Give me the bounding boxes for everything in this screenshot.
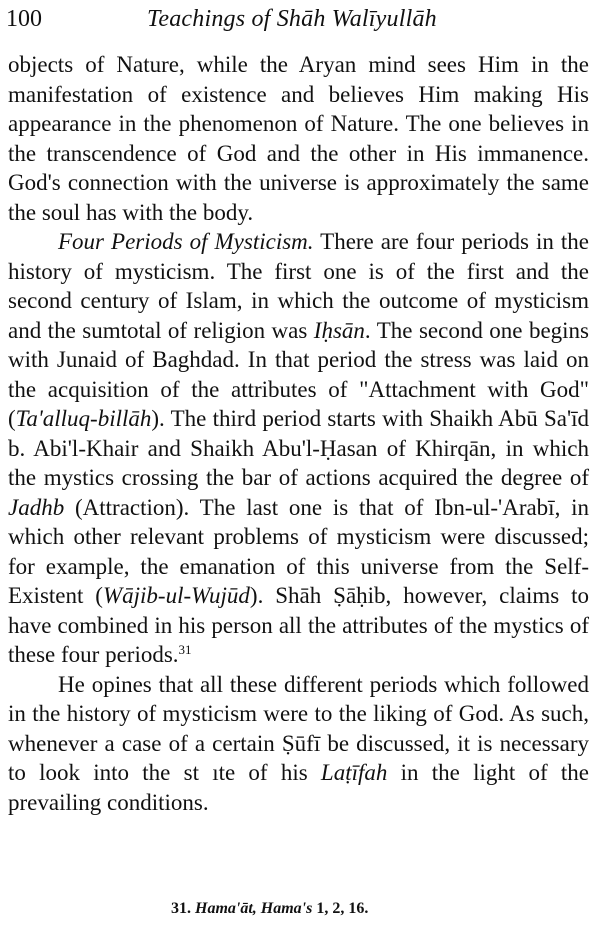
page-header xyxy=(6,2,592,36)
paragraph-continuation: objects of Nature, while the Aryan mind sees Him in the manifestation of existence and believes Him making His appearance in the phenomenon of Nature. The one believes in the transcendence of God and the other in His immanence. God's connection with the universe is approximately the same the soul has with the body. xyxy=(8,52,589,225)
body-text xyxy=(8,50,589,817)
paragraph-four-periods xyxy=(8,227,589,670)
italic-term: Laṭīfah xyxy=(320,760,388,785)
paragraph-text: He opines that all these different periods which followed in the history of mysticism were to the liking of God. As such, whenever a case of a certain Ṣūfī be discussed, it is necessary to look into the st ıte of his xyxy=(8,671,589,785)
paragraph-text: in the light of the prevailing conditions. xyxy=(8,760,589,815)
footnote-source: Hama'āt, Hama's xyxy=(195,900,313,917)
page-number: 100 xyxy=(6,6,42,32)
paragraph-text: (Attraction). The last one is that of Ibn-ul-'Arabī, in which other relevant problems of mysticism were discussed; for example, the emanation of this universe from the Self-Existent ( xyxy=(8,494,589,608)
italic-term: Iḥsān xyxy=(313,317,365,343)
footnote xyxy=(171,899,368,919)
paragraph-opines xyxy=(8,670,589,818)
paragraph-text: . The second one begins with Junaid of Baghdad. In that period the stress was laid on the acquisition of the attributes of "Attachment with God" ( xyxy=(8,317,590,431)
running-title: Teachings of Shāh Walīyullāh xyxy=(147,6,437,32)
section-heading: Four Periods of Mysticism. xyxy=(58,229,314,254)
italic-term: Jadhb xyxy=(8,494,65,520)
paragraph-text: There are four periods in the history of mysticism. The first one is of the first and the second century of Islam, in which the outcome of mysticism and the sumtotal of religion was xyxy=(8,229,589,343)
footnote-reference: 31 xyxy=(178,642,192,657)
italic-term: Wājib-ul-Wujūd xyxy=(102,583,250,608)
paragraph-text: ). The third period starts with Shaikh Abū Sa'īd b. Abi'l-Khair and Shaikh Abu'l-Ḥasan of Khirqān, in which the mystics crossing the bar of actions acquired the degree of xyxy=(8,406,589,490)
footnote-pages: 1, 2, 16. xyxy=(316,900,369,917)
footnote-number: 31. xyxy=(171,900,191,917)
italic-term: Ta'alluq-billāh xyxy=(15,406,152,431)
paragraph-text: ). Shāh Ṣāḥib, however, claims to have combined in his person all the attributes of the mystics of these four periods. xyxy=(8,583,589,667)
